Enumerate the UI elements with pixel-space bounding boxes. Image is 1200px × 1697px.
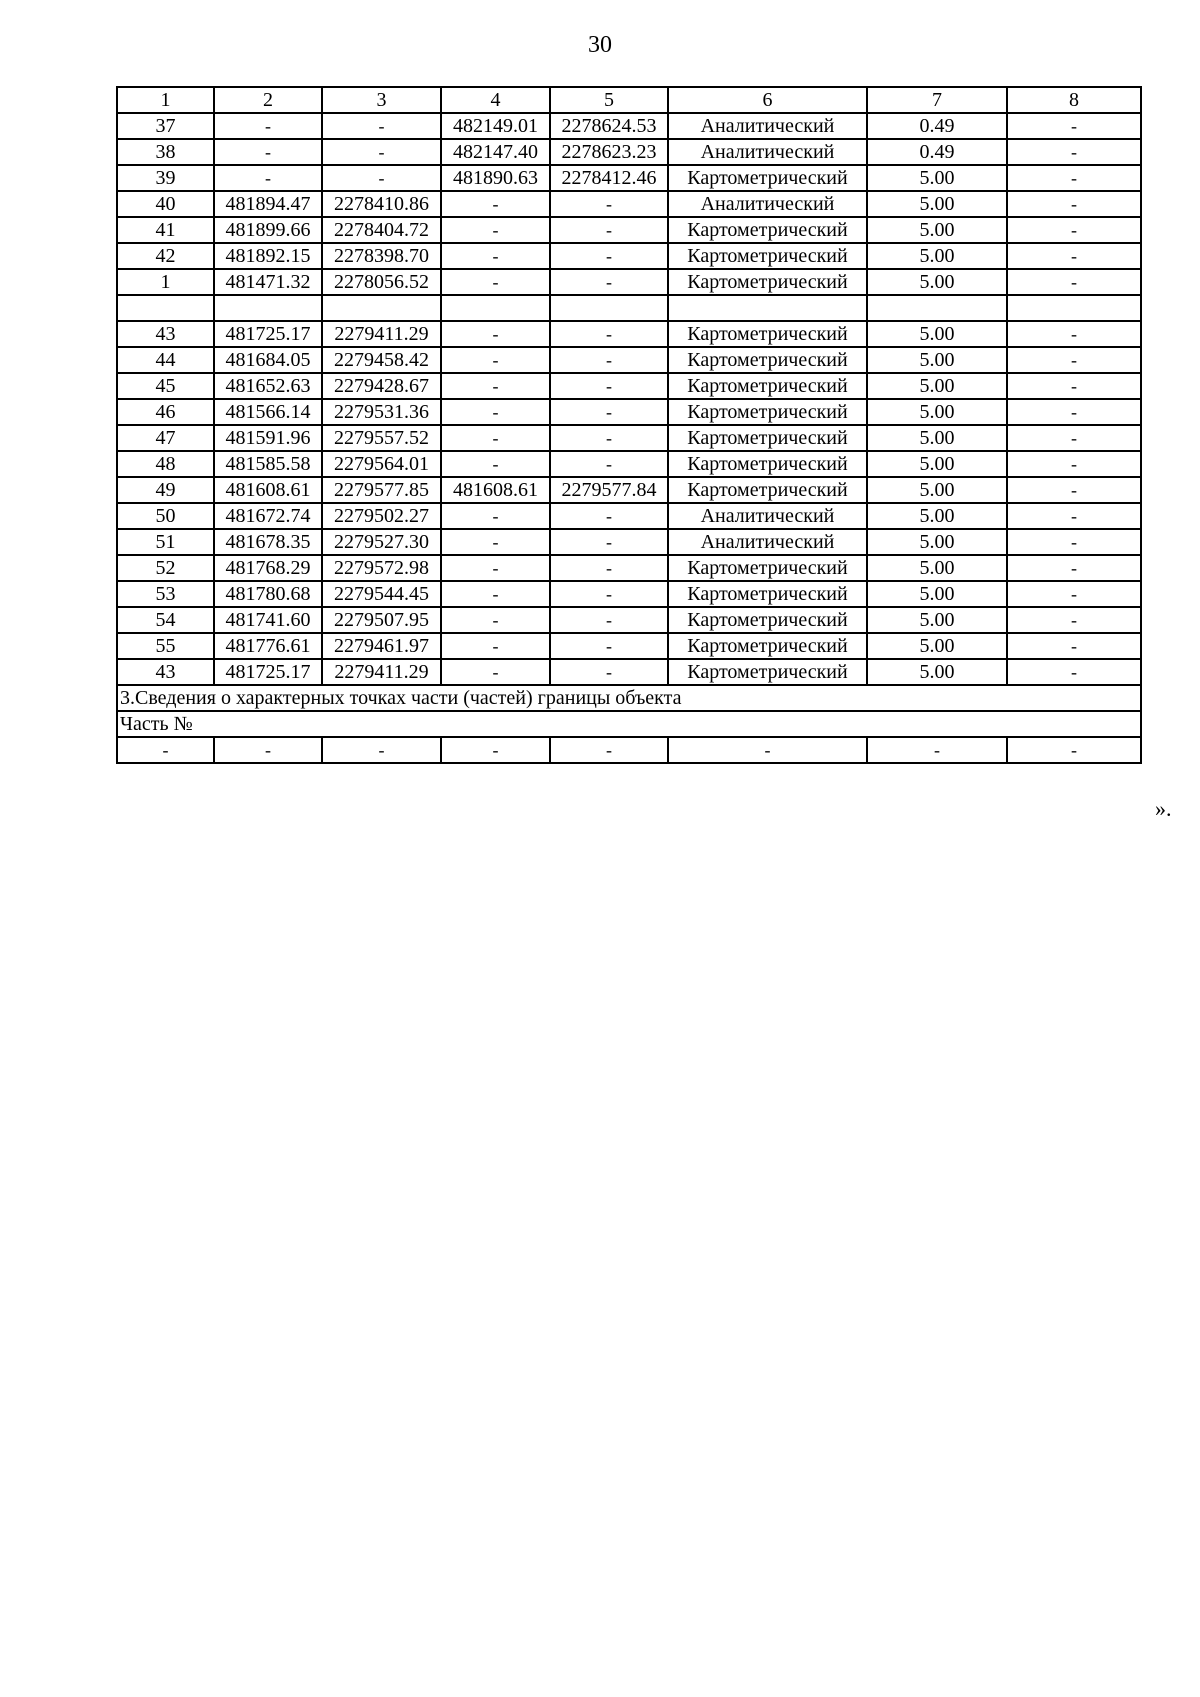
part-cell-col-3: - [322, 737, 441, 763]
table-cell-col-5: - [550, 555, 668, 581]
table-cell-col-8: - [1007, 555, 1141, 581]
table-cell-col-7: 5.00 [867, 607, 1007, 633]
table-cell-col-7: 5.00 [867, 633, 1007, 659]
table-cell-col-5: - [550, 529, 668, 555]
table-cell-col-1: 42 [117, 243, 214, 269]
table-cell-col-3: 2279557.52 [322, 425, 441, 451]
table-cell-col-7: 5.00 [867, 477, 1007, 503]
table-cell-col-6 [668, 295, 867, 321]
table-cell-col-1: 49 [117, 477, 214, 503]
table-cell-col-4: - [441, 373, 550, 399]
table-cell-col-6: Аналитический [668, 191, 867, 217]
table-cell-col-4: - [441, 243, 550, 269]
table-cell-col-2: 481591.96 [214, 425, 322, 451]
table-row [117, 503, 1141, 529]
coordinates-table [116, 86, 1142, 764]
table-cell-col-6: Картометрический [668, 659, 867, 685]
table-cell-col-6: Картометрический [668, 321, 867, 347]
table-row [117, 347, 1141, 373]
table-cell-col-8: - [1007, 451, 1141, 477]
header-cell-col-5: 5 [550, 87, 668, 113]
table-cell-col-4: 481608.61 [441, 477, 550, 503]
table-cell-col-4: - [441, 451, 550, 477]
table-cell-col-6: Картометрический [668, 451, 867, 477]
table-cell-col-5: - [550, 581, 668, 607]
table-row [117, 191, 1141, 217]
table-cell-col-5: - [550, 399, 668, 425]
part-cell-col-4: - [441, 737, 550, 763]
table-cell-col-4: 481890.63 [441, 165, 550, 191]
table-row [117, 633, 1141, 659]
table-cell-col-1: 45 [117, 373, 214, 399]
table-cell-col-2: 481652.63 [214, 373, 322, 399]
table-cell-col-8: - [1007, 659, 1141, 685]
table-cell-col-4: - [441, 321, 550, 347]
part-cell-col-6: - [668, 737, 867, 763]
table-cell-col-2: 481776.61 [214, 633, 322, 659]
header-cell-col-2: 2 [214, 87, 322, 113]
table-cell-col-2: 481741.60 [214, 607, 322, 633]
table-cell-col-5: - [550, 217, 668, 243]
table-cell-col-7: 5.00 [867, 269, 1007, 295]
table-row [117, 295, 1141, 321]
section-title-row [117, 685, 1141, 711]
table-cell-col-5: 2278412.46 [550, 165, 668, 191]
table-cell-col-4: - [441, 529, 550, 555]
part-label-row [117, 711, 1141, 737]
table-cell-col-3: 2278404.72 [322, 217, 441, 243]
table-row [117, 451, 1141, 477]
table-cell-col-5: - [550, 243, 668, 269]
table-cell-col-1: 43 [117, 659, 214, 685]
table-cell-col-1: 47 [117, 425, 214, 451]
table-cell-col-7: 5.00 [867, 555, 1007, 581]
table-row [117, 373, 1141, 399]
table-cell-col-5: - [550, 425, 668, 451]
table-cell-col-1: 55 [117, 633, 214, 659]
table-cell-col-1: 51 [117, 529, 214, 555]
table-cell-col-8: - [1007, 503, 1141, 529]
table-cell-col-5: - [550, 633, 668, 659]
table-cell-col-7: 5.00 [867, 165, 1007, 191]
table-row [117, 477, 1141, 503]
table-cell-col-2: 481768.29 [214, 555, 322, 581]
part-cell-col-5: - [550, 737, 668, 763]
table-cell-col-6: Картометрический [668, 243, 867, 269]
table-cell-col-2: 481894.47 [214, 191, 322, 217]
table-cell-col-6: Аналитический [668, 529, 867, 555]
table-cell-col-8: - [1007, 217, 1141, 243]
table-cell-col-3: 2279572.98 [322, 555, 441, 581]
header-cell-col-1: 1 [117, 87, 214, 113]
table-cell-col-1: 48 [117, 451, 214, 477]
table-cell-col-2: - [214, 113, 322, 139]
table-cell-col-5: - [550, 191, 668, 217]
table-cell-col-2: 481725.17 [214, 321, 322, 347]
table-cell-col-2: 481585.58 [214, 451, 322, 477]
table-cell-col-3: 2278410.86 [322, 191, 441, 217]
table-cell-col-6: Картометрический [668, 217, 867, 243]
table-cell-col-3: 2279458.42 [322, 347, 441, 373]
table-row [117, 243, 1141, 269]
table-row [117, 581, 1141, 607]
table-cell-col-8: - [1007, 269, 1141, 295]
table-cell-col-3: 2279507.95 [322, 607, 441, 633]
table-cell-col-3: 2278398.70 [322, 243, 441, 269]
table-cell-col-1: 52 [117, 555, 214, 581]
table-cell-col-8: - [1007, 633, 1141, 659]
table-cell-col-3: 2279502.27 [322, 503, 441, 529]
table-cell-col-8: - [1007, 191, 1141, 217]
table-header-row [117, 87, 1141, 113]
table-cell-col-4: - [441, 581, 550, 607]
table-cell-col-5: - [550, 373, 668, 399]
table-cell-col-5: - [550, 607, 668, 633]
table-cell-col-5: 2279577.84 [550, 477, 668, 503]
table-cell-col-6: Картометрический [668, 555, 867, 581]
table-cell-col-3: 2279428.67 [322, 373, 441, 399]
table-cell-col-6: Аналитический [668, 503, 867, 529]
table-row [117, 659, 1141, 685]
table-row [117, 529, 1141, 555]
table-cell-col-4: - [441, 659, 550, 685]
table-cell-col-3: 2279544.45 [322, 581, 441, 607]
table-cell-col-1: 40 [117, 191, 214, 217]
table-cell-col-4: 482149.01 [441, 113, 550, 139]
table-row [117, 165, 1141, 191]
table-body [117, 87, 1141, 763]
table-cell-col-5: 2278624.53 [550, 113, 668, 139]
table-cell-col-1: 37 [117, 113, 214, 139]
table-cell-col-2: 481672.74 [214, 503, 322, 529]
table-cell-col-6: Картометрический [668, 477, 867, 503]
table-cell-col-3: - [322, 139, 441, 165]
table-row [117, 139, 1141, 165]
header-cell-col-7: 7 [867, 87, 1007, 113]
table-cell-col-8: - [1007, 529, 1141, 555]
part-cell-col-7: - [867, 737, 1007, 763]
table-cell-col-8: - [1007, 399, 1141, 425]
part-row [117, 737, 1141, 763]
table-cell-col-6: Аналитический [668, 113, 867, 139]
table-cell-col-8: - [1007, 581, 1141, 607]
table-cell-col-4: - [441, 347, 550, 373]
table-cell-col-3: 2279461.97 [322, 633, 441, 659]
table-cell-col-7: 5.00 [867, 659, 1007, 685]
table-cell-col-6: Аналитический [668, 139, 867, 165]
table-cell-col-5: - [550, 321, 668, 347]
table-cell-col-7: 5.00 [867, 191, 1007, 217]
part-cell-col-1: - [117, 737, 214, 763]
table-cell-col-3: 2279564.01 [322, 451, 441, 477]
table-row [117, 269, 1141, 295]
table-cell-col-3: - [322, 165, 441, 191]
table-cell-col-5: - [550, 503, 668, 529]
table-cell-col-7: 5.00 [867, 399, 1007, 425]
table-cell-col-5: - [550, 659, 668, 685]
table-cell-col-6: Картометрический [668, 269, 867, 295]
header-cell-col-6: 6 [668, 87, 867, 113]
table-cell-col-5: - [550, 269, 668, 295]
table-cell-col-2: 481899.66 [214, 217, 322, 243]
table-row [117, 217, 1141, 243]
table-cell-col-1: 1 [117, 269, 214, 295]
table-cell-col-8: - [1007, 425, 1141, 451]
table-row [117, 113, 1141, 139]
table-cell-col-8: - [1007, 321, 1141, 347]
part-cell-col-8: - [1007, 737, 1141, 763]
table-cell-col-2: 481471.32 [214, 269, 322, 295]
table-cell-col-6: Картометрический [668, 399, 867, 425]
table-row [117, 607, 1141, 633]
table-cell-col-5: 2278623.23 [550, 139, 668, 165]
table-cell-col-4: - [441, 555, 550, 581]
table-cell-col-3: 2279411.29 [322, 659, 441, 685]
table-cell-col-8: - [1007, 477, 1141, 503]
table-cell-col-1: 50 [117, 503, 214, 529]
header-cell-col-3: 3 [322, 87, 441, 113]
header-cell-col-4: 4 [441, 87, 550, 113]
table-cell-col-7: 5.00 [867, 581, 1007, 607]
table-cell-col-4: - [441, 399, 550, 425]
table-cell-col-8: - [1007, 139, 1141, 165]
table-cell-col-2: 481678.35 [214, 529, 322, 555]
table-cell-col-8 [1007, 295, 1141, 321]
table-cell-col-2: 481725.17 [214, 659, 322, 685]
table-row [117, 425, 1141, 451]
table-cell-col-7: 0.49 [867, 139, 1007, 165]
table-cell-col-4: - [441, 425, 550, 451]
table-cell-col-4: - [441, 633, 550, 659]
table-cell-col-2: - [214, 165, 322, 191]
table-cell-col-6: Картометрический [668, 373, 867, 399]
table-cell-col-3: 2279531.36 [322, 399, 441, 425]
closing-quote: ». [1155, 796, 1172, 821]
coordinates-table-container [116, 86, 1142, 764]
table-cell-col-2: 481684.05 [214, 347, 322, 373]
table-cell-col-2: 481892.15 [214, 243, 322, 269]
part-label: Часть № [117, 711, 1141, 737]
table-cell-col-4: - [441, 191, 550, 217]
table-cell-col-3: - [322, 113, 441, 139]
table-cell-col-7 [867, 295, 1007, 321]
table-cell-col-7: 5.00 [867, 217, 1007, 243]
table-cell-col-7: 5.00 [867, 451, 1007, 477]
table-cell-col-4: - [441, 217, 550, 243]
table-cell-col-7: 5.00 [867, 425, 1007, 451]
part-cell-col-2: - [214, 737, 322, 763]
table-cell-col-6: Картометрический [668, 633, 867, 659]
table-cell-col-1: 38 [117, 139, 214, 165]
table-cell-col-3: 2279577.85 [322, 477, 441, 503]
table-cell-col-5 [550, 295, 668, 321]
table-cell-col-7: 5.00 [867, 347, 1007, 373]
table-cell-col-2 [214, 295, 322, 321]
table-cell-col-4 [441, 295, 550, 321]
table-cell-col-4: - [441, 607, 550, 633]
table-cell-col-8: - [1007, 113, 1141, 139]
table-cell-col-4: 482147.40 [441, 139, 550, 165]
page-number: 30 [588, 32, 612, 58]
table-cell-col-7: 5.00 [867, 503, 1007, 529]
table-cell-col-8: - [1007, 165, 1141, 191]
table-row [117, 321, 1141, 347]
table-cell-col-4: - [441, 503, 550, 529]
table-cell-col-3: 2278056.52 [322, 269, 441, 295]
table-cell-col-7: 0.49 [867, 113, 1007, 139]
table-cell-col-1: 39 [117, 165, 214, 191]
table-cell-col-2: 481780.68 [214, 581, 322, 607]
table-row [117, 399, 1141, 425]
table-cell-col-1: 46 [117, 399, 214, 425]
table-cell-col-8: - [1007, 607, 1141, 633]
table-cell-col-4: - [441, 269, 550, 295]
table-cell-col-7: 5.00 [867, 243, 1007, 269]
table-cell-col-6: Картометрический [668, 581, 867, 607]
header-cell-col-8: 8 [1007, 87, 1141, 113]
table-cell-col-6: Картометрический [668, 607, 867, 633]
table-cell-col-8: - [1007, 347, 1141, 373]
table-cell-col-1: 54 [117, 607, 214, 633]
table-cell-col-5: - [550, 451, 668, 477]
table-cell-col-6: Картометрический [668, 347, 867, 373]
table-cell-col-7: 5.00 [867, 373, 1007, 399]
table-cell-col-6: Картометрический [668, 425, 867, 451]
table-cell-col-3 [322, 295, 441, 321]
table-cell-col-7: 5.00 [867, 529, 1007, 555]
table-cell-col-6: Картометрический [668, 165, 867, 191]
section-title: 3.Сведения о характерных точках части (частей) границы объекта [117, 685, 1141, 711]
table-cell-col-2: 481566.14 [214, 399, 322, 425]
table-cell-col-7: 5.00 [867, 321, 1007, 347]
table-cell-col-1: 41 [117, 217, 214, 243]
table-cell-col-2: - [214, 139, 322, 165]
table-row [117, 555, 1141, 581]
table-cell-col-8: - [1007, 373, 1141, 399]
table-cell-col-3: 2279527.30 [322, 529, 441, 555]
table-cell-col-1 [117, 295, 214, 321]
table-cell-col-1: 44 [117, 347, 214, 373]
table-cell-col-8: - [1007, 243, 1141, 269]
table-cell-col-2: 481608.61 [214, 477, 322, 503]
table-cell-col-1: 53 [117, 581, 214, 607]
table-cell-col-3: 2279411.29 [322, 321, 441, 347]
table-cell-col-1: 43 [117, 321, 214, 347]
table-cell-col-5: - [550, 347, 668, 373]
